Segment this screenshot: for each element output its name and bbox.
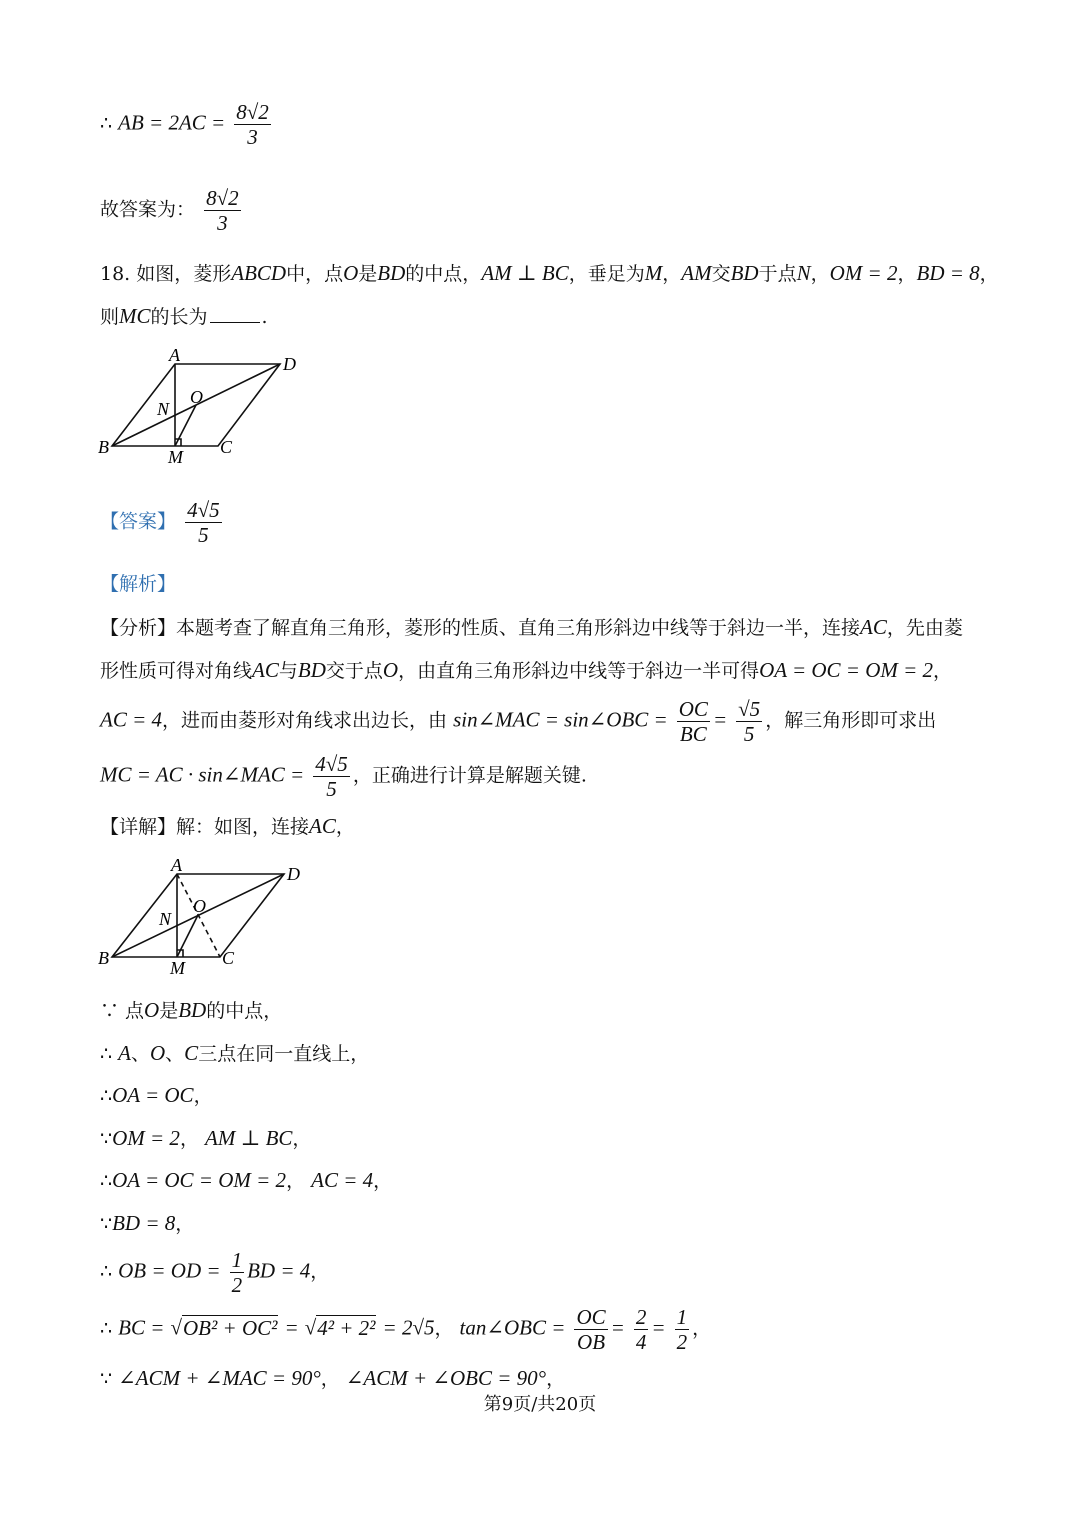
- fraction: $\frac{OC}{OB}$: [576, 1305, 606, 1354]
- segment-om: [175, 405, 196, 446]
- answer-line: [100, 498, 225, 547]
- rhombus-figure-1: [92, 345, 312, 470]
- ab-expression: AB = 2AC =: [118, 110, 226, 135]
- question-18-line2: 则MC的长为 .: [100, 304, 268, 328]
- fraction: $\frac{2}{4}$: [635, 1305, 647, 1354]
- label-a: A: [171, 855, 182, 875]
- label-o: O: [190, 387, 203, 407]
- line-ab-result: [100, 100, 274, 149]
- fraction: $\frac{1}{2}$: [231, 1248, 243, 1297]
- label-b: B: [98, 948, 109, 968]
- step-6: ∵BD = 8，: [100, 1211, 195, 1235]
- step-9: ∵ ∠ACM + ∠MAC = 90°， ∠ACM + ∠OBC = 90°，: [100, 1366, 566, 1390]
- therefore-symbol: ∴: [100, 112, 113, 135]
- fenxi-line3: AC = 4，进而由菱形对角线求出边长，由 sin∠MAC = sin∠OBC = $\frac{OC}{BC}$ = $\frac{√5}{5}$ ，解三角形即可求出: [100, 697, 937, 746]
- rhombus-figure-2: [92, 853, 312, 978]
- step-1: ∵ 点O是BD的中点，: [100, 998, 283, 1022]
- answer-blank: [210, 322, 260, 323]
- fraction: $\frac{8√2}{3}$: [236, 100, 269, 149]
- fenxi-line2: 形性质可得对角线AC与BD交于点O，由直角三角形斜边中线等于斜边一半可得OA = OC = OM = 2，: [100, 658, 953, 682]
- page-footer: 第9页/共20页: [483, 1394, 597, 1415]
- question-18-line1: 18. 如图，菱形ABCD中，点O是BD的中点，AM ⊥ BC，垂足为M，AM交BD于点N，OM = 2，BD = 8，: [100, 261, 999, 285]
- answer-for-text: 故答案为：: [100, 198, 196, 221]
- fraction: $\frac{4√5}{5}$: [315, 752, 348, 801]
- fraction: $\frac{OC}{BC}$: [678, 697, 708, 746]
- label-b: B: [98, 437, 109, 457]
- fraction: $\frac{1}{2}$: [676, 1305, 688, 1354]
- analysis-label: 【解析】: [100, 573, 177, 595]
- step-5: ∴OA = OC = OM = 2， AC = 4，: [100, 1168, 393, 1192]
- label-d: D: [283, 354, 296, 374]
- label-o: O: [193, 896, 206, 916]
- step-3: ∴OA = OC，: [100, 1083, 213, 1107]
- label-n: N: [157, 399, 170, 419]
- fraction: $\frac{8√2}{3}$: [206, 186, 239, 235]
- label-a: A: [169, 345, 180, 365]
- step-2: ∴ A、O、C三点在同一直线上，: [100, 1041, 370, 1065]
- label-c: C: [222, 948, 235, 968]
- step-8: ∴ BC = √OB² + OC² = √4² + 2² = 2√5， tan∠OBC = $\frac{OC}{OB}$ = $\frac{2}{4}$ = $\frac{1}{2}$ ，: [100, 1305, 712, 1354]
- label-m: M: [168, 447, 183, 467]
- label-n: N: [159, 909, 172, 929]
- fenxi-line1: 【分析】本题考查了解直角三角形，菱形的性质、直角三角形斜边中线等于斜边一半，连接AC，先由菱: [100, 615, 963, 639]
- fenxi-line4: MC = AC · sin∠MAC = $\frac{4√5}{5}$ ，正确进行计算是解题关键.: [100, 752, 587, 801]
- line-answer-for: [100, 186, 244, 235]
- label-c: C: [220, 437, 233, 457]
- xiangjie-line: 【详解】解：如图，连接AC，: [100, 814, 355, 838]
- answer-label: 【答案】: [100, 510, 177, 533]
- step-4: ∵OM = 2， AM ⊥ BC，: [100, 1126, 312, 1150]
- label-d: D: [287, 864, 300, 884]
- fraction: $\frac{√5}{5}$: [738, 697, 761, 746]
- fraction: $\frac{4√5}{5}$: [187, 498, 220, 547]
- label-m: M: [170, 958, 185, 978]
- step-7: ∴ OB = OD = $\frac{1}{2}$ BD = 4，: [100, 1248, 330, 1297]
